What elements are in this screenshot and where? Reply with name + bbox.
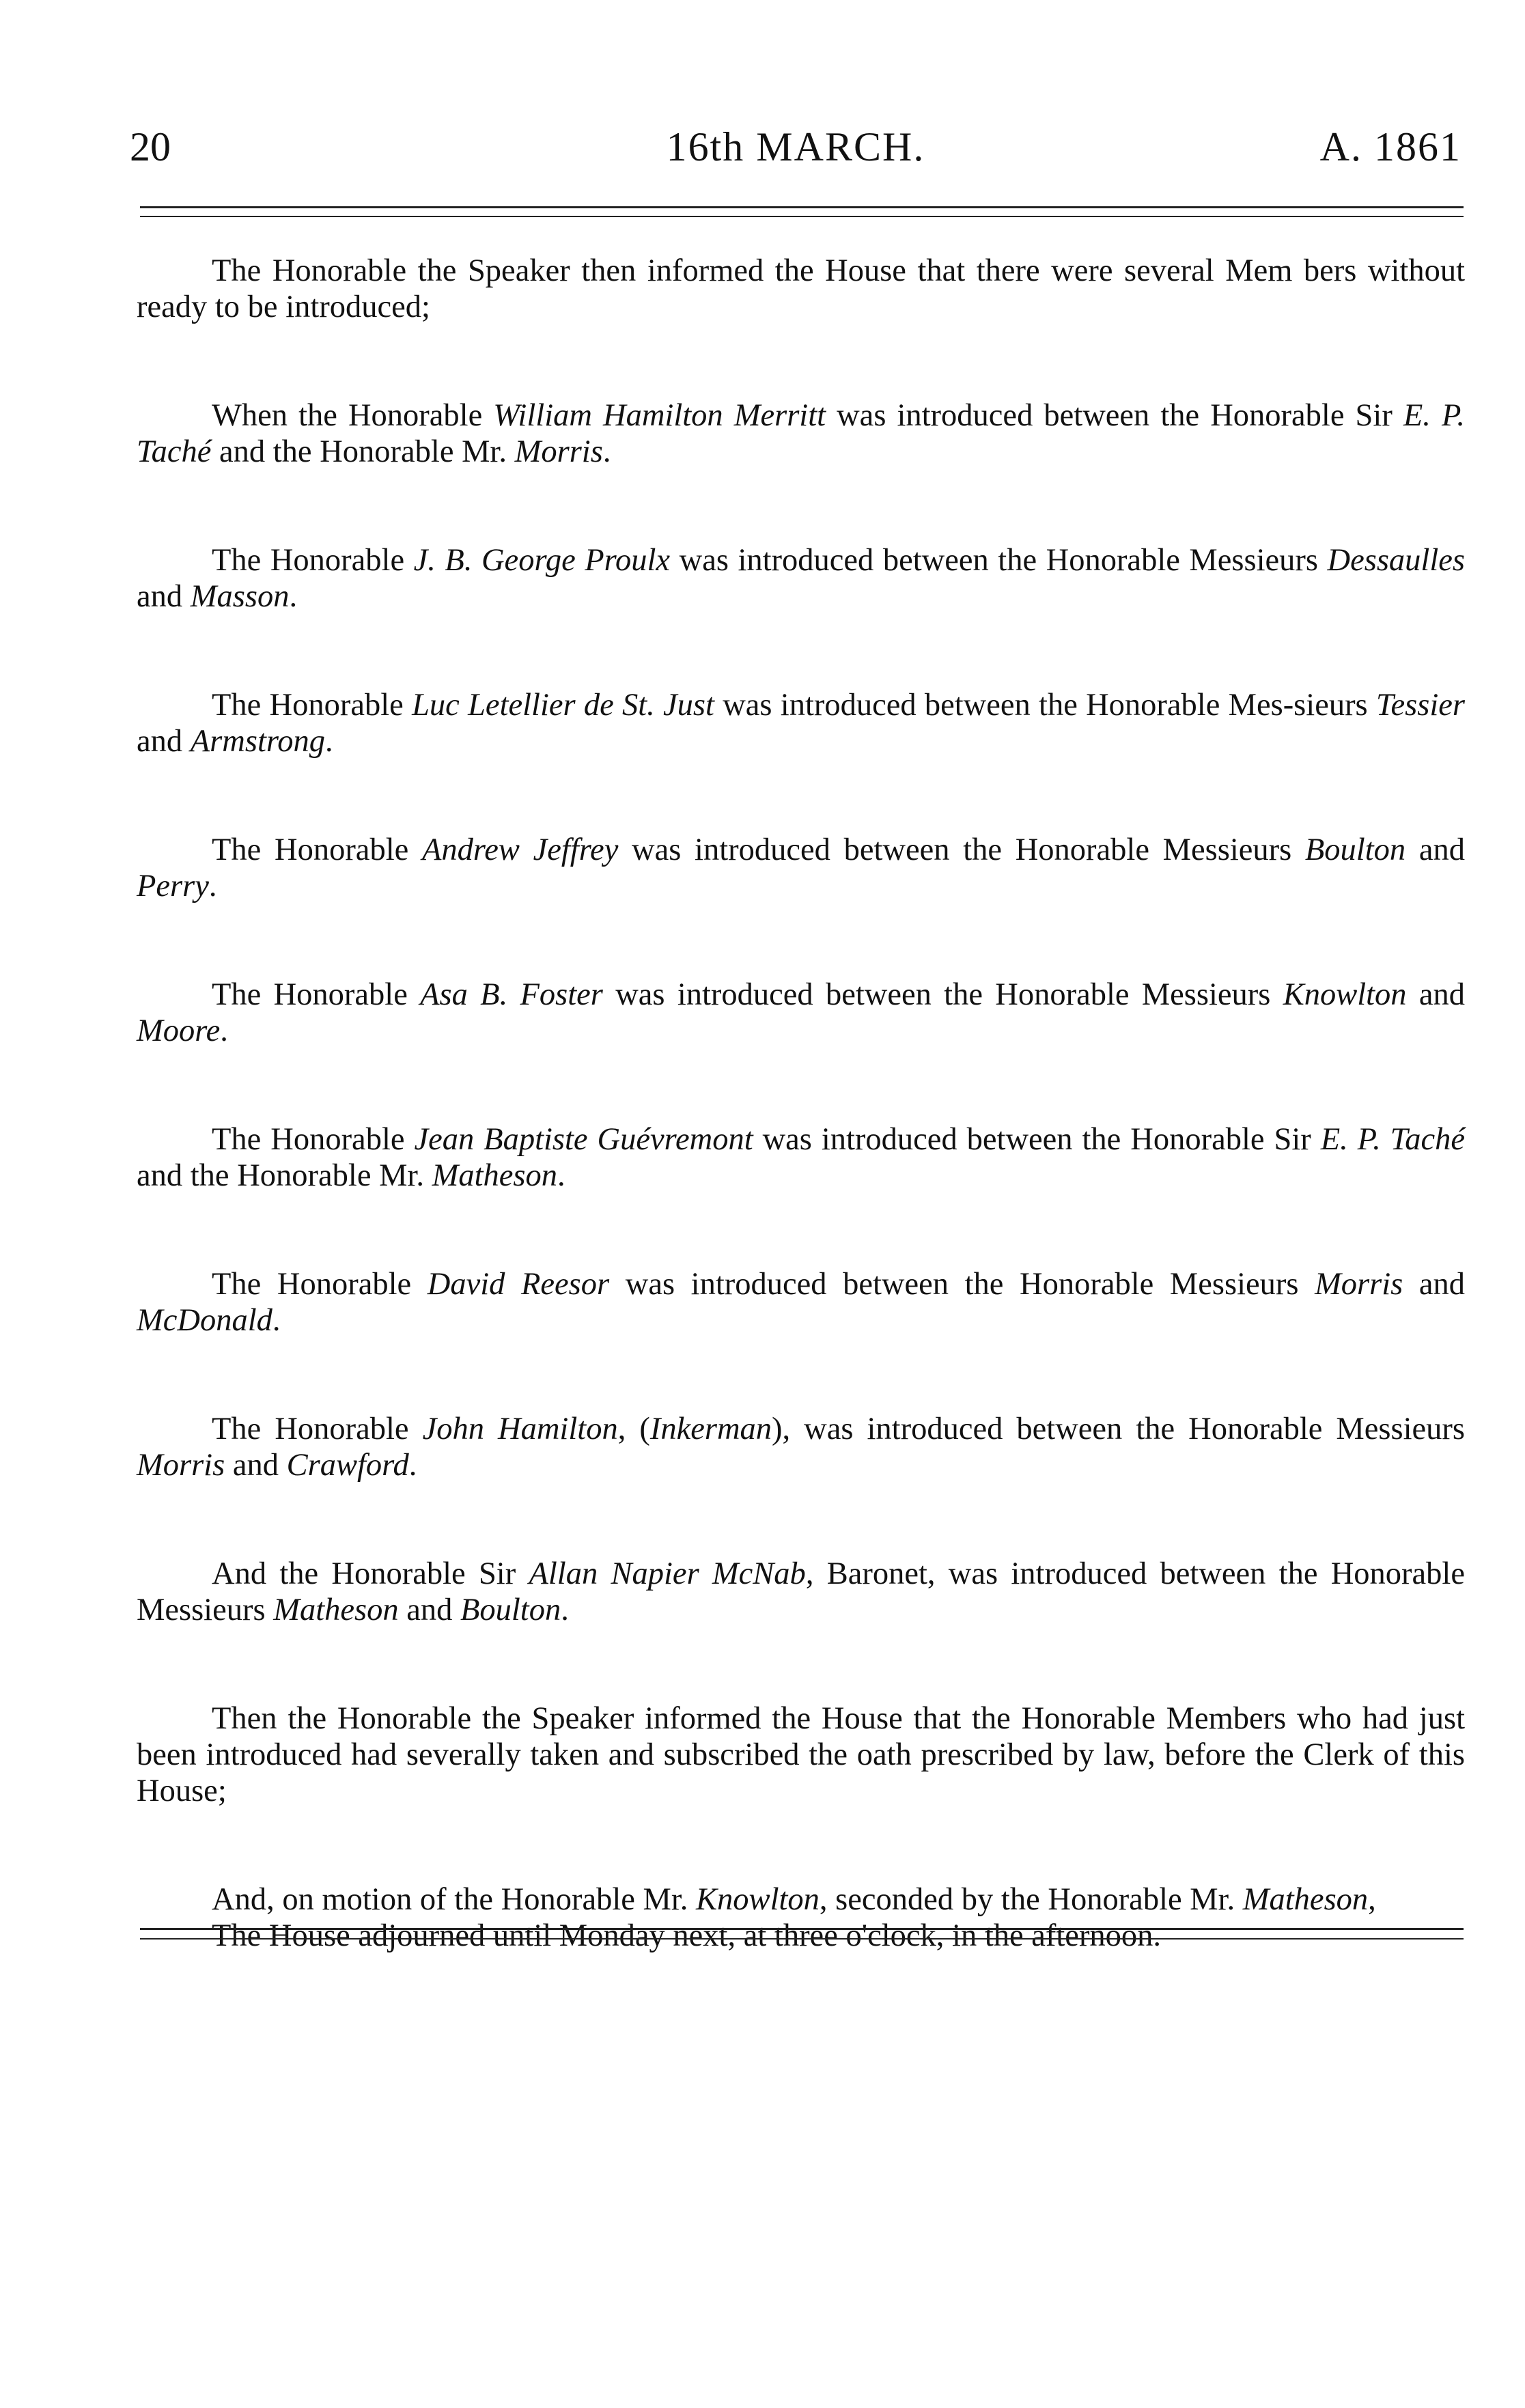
paragraph-introduction-foster [137, 977, 1465, 1049]
sponsor-name: McDonald [137, 1303, 272, 1338]
text-run: . [324, 724, 333, 759]
text-run: , Baronet, was introduced between the Honorable Messieurs [137, 1556, 1465, 1627]
sponsor-name: Moore [137, 1013, 221, 1048]
text-run: The Honorable [212, 977, 421, 1012]
text-run: The Honorable [212, 1122, 415, 1157]
text-run: . [408, 1448, 417, 1483]
paragraph-motion [137, 1881, 1465, 1918]
member-name: John Hamilton [422, 1412, 618, 1446]
sponsor-name: Masson [190, 579, 290, 614]
text-run: and the Honorable Mr. [211, 434, 515, 469]
text-run: . [272, 1303, 281, 1338]
sponsor-name: Morris [137, 1448, 225, 1483]
body-text [137, 253, 1465, 2026]
paragraph-introduction-mcnab [137, 1556, 1465, 1628]
text-run: And, on motion of the Honorable Mr. [212, 1882, 697, 1917]
member-name: Asa B. Foster [420, 977, 603, 1012]
text-run: ), was introduced between the Honorable Messieurs [772, 1412, 1465, 1446]
text-run: , seconded by the Honorable Mr. [819, 1882, 1243, 1917]
page-header [130, 116, 1461, 178]
sponsor-name: Armstrong [190, 724, 325, 759]
footer-rule [140, 1928, 1464, 1930]
text-run: The Honorable [212, 543, 414, 578]
text-run: was introduced between the Honorable Messieurs [609, 1267, 1315, 1302]
year-label: A. 1861 [1319, 124, 1461, 169]
header-rule [140, 206, 1464, 208]
member-name: Andrew Jeffrey [421, 832, 619, 867]
member-name: Jean Baptiste Guévremont [414, 1122, 753, 1157]
seconder-name: Matheson [1242, 1882, 1369, 1917]
text-run: was introduced between the Honorable Mes-sieurs [714, 688, 1376, 723]
paragraph-introduction-letellier [137, 687, 1465, 759]
paragraph-introduction-jeffrey [137, 832, 1465, 904]
footer-rule-double [140, 1938, 1464, 1940]
paragraph-introduction-guevremont [137, 1121, 1465, 1194]
sponsor-name: Boulton [460, 1593, 561, 1627]
sponsor-name: Matheson [273, 1593, 399, 1627]
sponsor-name: E. P. Taché [1320, 1122, 1466, 1157]
text-run: and the Honorable Mr. [137, 1158, 432, 1193]
member-name: Allan Napier McNab [529, 1556, 806, 1591]
text-run: was introduced between the Honorable Messieurs [602, 977, 1283, 1012]
mover-name: Knowlton [696, 1882, 820, 1917]
sponsor-name: Morris [1315, 1267, 1403, 1302]
text-run: . [289, 579, 298, 614]
text-run: and [1405, 832, 1465, 867]
text-run: was introduced between the Honorable Messieurs [670, 543, 1328, 578]
text-run: . [561, 1593, 569, 1627]
paragraph-adjournment: The House adjourned until Monday next, at three o'clock, in the afternoon. [212, 1918, 1162, 1953]
text-run: was introduced between the Honorable Sir [826, 398, 1403, 433]
text-run: , [1368, 1882, 1376, 1917]
text-run: and [137, 724, 191, 759]
text-run: The Honorable [212, 1412, 423, 1446]
member-name: Luc Letellier de St. Just [412, 688, 714, 723]
text-run: was introduced between the Honorable Messieurs [618, 832, 1305, 867]
paragraph-oath-taken: Then the Honorable the Speaker informed the House that the Honorable Members who had just been introduced had severally taken and subscribed the oath prescribed by law, before the Clerk of this House; [137, 1701, 1465, 1808]
sponsor-name: E. P. Taché [137, 398, 1465, 469]
text-run: And the Honorable Sir [212, 1556, 529, 1591]
text-run: was introduced between the Honorable Sir [753, 1122, 1321, 1157]
text-run: The Honorable [212, 1267, 428, 1302]
text-run: . [557, 1158, 565, 1193]
paragraph-introduction-merritt [137, 397, 1465, 470]
member-name: William Hamilton Merritt [493, 398, 826, 433]
text-run: and [225, 1448, 287, 1483]
sponsor-name: Boulton [1304, 832, 1406, 867]
page-number: 20 [130, 124, 171, 169]
sponsor-name: Dessaulles [1327, 543, 1465, 578]
sponsor-name: Tessier [1375, 688, 1465, 723]
text-run: . [602, 434, 611, 469]
constituency-name: Inkerman [649, 1412, 772, 1446]
member-name: David Reesor [427, 1267, 610, 1302]
text-run: and [398, 1593, 460, 1627]
paragraph-speaker-informed: The Honorable the Speaker then informed the House that there were several Mem bers without ready to be introduced; [137, 253, 1465, 324]
text-run: . [208, 869, 217, 904]
sponsor-name: Knowlton [1283, 977, 1407, 1012]
member-name: J. B. George Proulx [413, 543, 671, 578]
paragraph-introduction-hamilton [137, 1411, 1465, 1483]
header-rule-double [140, 216, 1464, 217]
sponsor-name: Morris [514, 434, 603, 469]
text-run: . [220, 1013, 228, 1048]
paragraph-introduction-reesor [137, 1266, 1465, 1339]
text-run: When the Honorable [212, 398, 494, 433]
text-run: The Honorable [212, 832, 422, 867]
sponsor-name: Perry [137, 869, 209, 904]
running-title: 16th MARCH. [666, 124, 925, 169]
paragraph-introduction-proulx [137, 542, 1465, 615]
text-run: and [1406, 977, 1465, 1012]
text-run: , ( [617, 1412, 650, 1446]
sponsor-name: Matheson [432, 1158, 557, 1193]
sponsor-name: Crawford [286, 1448, 409, 1483]
text-run: and [1403, 1267, 1466, 1302]
text-run: and [137, 579, 191, 614]
text-run: The Honorable [212, 688, 412, 723]
